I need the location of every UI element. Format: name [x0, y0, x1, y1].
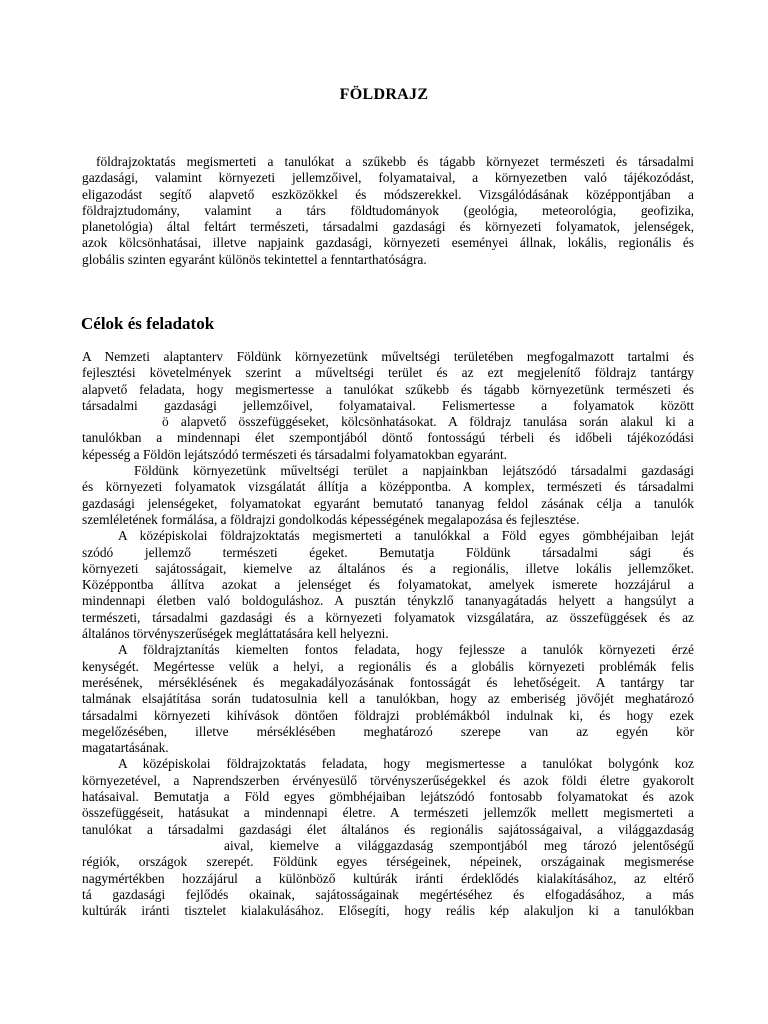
text-line: tanulókat a társadalmi gazdasági élet általános és regionális sajátosságaival, a világgazdaság	[82, 821, 694, 837]
text-line: környezeti sajátosságait, kiemelve az általános és a regionális, illetve lokális jellemzőket.	[82, 560, 694, 576]
text-line: társadalmi gazdasági jellemzőivel, folyamataival. Felismertesse a folyamatok között	[82, 397, 694, 413]
text-line: gazdasági, valamint környezeti jellemzőivel, folyamataival, a környezetben való tájékozódást,	[82, 170, 694, 186]
text-line: földrajztudomány, valamint a társ földtudományok (geológia, meteorológia, geofizika,	[82, 202, 694, 218]
text-line: tá gazdasági fejlődés okainak, sajátosságainak megértéséhez és elfogadásához, a más	[82, 886, 694, 902]
section-body	[82, 349, 694, 919]
text-line: azok kölcsönhatásai, illetve napjaink gazdasági, környezeti eseményei állnak, lokális, regionális és	[82, 235, 694, 251]
text-line: mindennapi életben való boldoguláshoz. A pusztán ténykzlő tananyagátadás helyett a hangsúlyt a	[82, 593, 694, 609]
text-line: Földünk környezetünk műveltségi terület a napjainkban lejátszódó társadalmi gazdasági	[134, 463, 694, 479]
text-line: A középiskolai földrajzoktatás feladata, hogy megismertesse a tanulókat bolygónk koz	[118, 756, 694, 772]
text-line: földrajzoktatás megismerteti a tanulókat a szűkebb és tágabb környezet természeti és társadalmi	[96, 154, 694, 169]
text-line: ö alapvető összefüggéseket, kölcsönhatásokat. A földrajz tanulása során alakul ki a	[162, 414, 694, 430]
text-line: fejlesztési követelmények szerint a műveltségi terület és az ezt megjelenítő földrajz tantárgy	[82, 365, 694, 381]
text-line: gazdasági jelenségeket, folyamatokat egyaránt bemutató tananyag feldol zásának célja a tanulók	[82, 495, 694, 511]
text-line: és környezeti folyamatok vizsgálatát állítja a középpontba. A komplex, természeti és társadalmi	[82, 479, 694, 495]
text-line: régiók, országok szerepét. Földünk egyes térségeinek, népeinek, országainak megismerése	[82, 854, 694, 870]
text-line: talmának elsajátítása során tudatosulnia kell a tanulókban, hogy az emberiség jövőjét meghatározó	[82, 691, 694, 707]
text-line: merésének, mérséklésének és megakadályozásának fontosságát és lehetőségeit. A tantárgy tar	[82, 674, 694, 690]
text-line: megelőzésében, illetve mérséklésében meghatározó szerepe van az egyén kör	[82, 723, 694, 739]
text-line: társadalmi környezeti kihívások döntően földrajzi problémákból indulnak ki, és hogy ezek	[82, 707, 694, 723]
text-line: magatartásának.	[82, 740, 169, 756]
text-line: környezetével, a Naprendszerben érvényesülő törvényszerűségekkel és azok földi életre gyakorolt	[82, 772, 694, 788]
text-line: globális szinten egyaránt különös tekintettel a fenntarthatóságra.	[82, 251, 427, 267]
text-line: képesség a Földön lejátszódó természeti és társadalmi folyamatokban egyaránt.	[82, 446, 508, 462]
text-line: Középpontba állítva azokat a jelenséget és folyamatokat, amelyek ismerete hozzájárul a	[82, 577, 694, 593]
document-title: FÖLDRAJZ	[339, 86, 429, 103]
text-line: kultúrák iránti tisztelet kialakulásához. Elősegíti, hogy reális kép alakuljon ki a tanulókban	[82, 903, 694, 919]
text-line: nagymértékben hozzájárul a különböző kultúrák iránti érdeklődés kialakításához, az eltérő	[82, 870, 694, 886]
text-line: planetológia) által feltárt természeti, társadalmi gazdasági és környezeti folyamatok, jelenségek,	[82, 219, 694, 235]
text-line: kenységét. Megértesse velük a helyi, a regionális és a globális környezeti problémák felis	[82, 658, 694, 674]
section-heading: Célok és feladatok	[81, 314, 215, 333]
text-line: általános törvényszerűségek megláttatására kell helyezni.	[82, 626, 389, 642]
text-line: szódó jellemző természeti égeket. Bemutatja Földünk társadalmi sági és	[82, 544, 694, 560]
intro-paragraph	[82, 154, 694, 268]
text-line: eligazodást segítő alapvető eszközökkel és módszerekkel. Vizsgálódásának középpontjában a	[82, 186, 694, 202]
text-line: A földrajztanítás kiemelten fontos feladata, hogy fejlessze a tanulók környezeti érzé	[118, 642, 694, 658]
text-line: hatásaival. Bemutatja a Föld egyes gömbhéjaiban lejátszódó fontosabb folyamatokat és azok	[82, 789, 694, 805]
text-line: A középiskolai földrajzoktatás megismerteti a tanulókkal a Föld egyes gömbhéjaiban leját	[118, 528, 694, 544]
text-line: szemléletének formálása, a földrajzi gondolkodás képességének megalapozása és fejlesztése.	[82, 511, 580, 527]
text-line: összefüggéseit, hatásukat a mindennapi életre. A természeti jellemzők mellett megismerteti a	[82, 805, 694, 821]
text-line: A Nemzeti alaptanterv Földünk környezetünk műveltségi területében megfogalmazott tartalmi és	[82, 349, 694, 364]
text-line: alapvető feladata, hogy megismertesse a tanulókat szűkebb és tágabb környezetünk természeti és	[82, 381, 694, 397]
text-line: természeti, társadalmi gazdasági és a környezeti folyamatok vizsgálatára, az összefüggések és az	[82, 609, 694, 625]
text-line: aival, kiemelve a világgazdaság szempontjából meg tározó jelentőségű	[224, 837, 694, 853]
text-line: tanulókban a mindennapi élet szempontjából döntő fontosságú térbeli és időbeli tájékozódási	[82, 430, 694, 446]
